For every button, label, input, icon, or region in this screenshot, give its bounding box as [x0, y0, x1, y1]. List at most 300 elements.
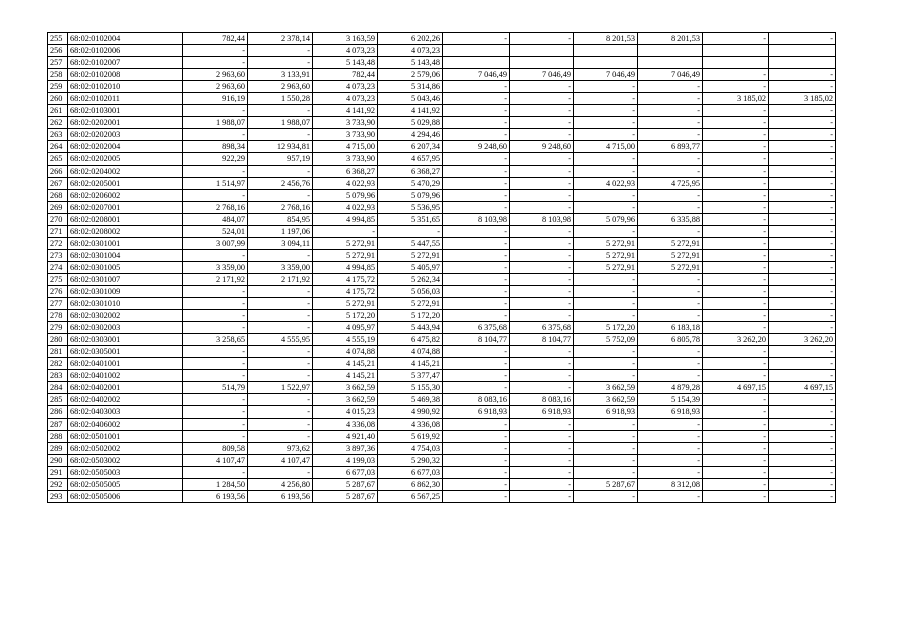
row-number-cell: 268 [48, 189, 68, 201]
table-row [48, 394, 836, 406]
value-cell: 4 107,47 [248, 454, 313, 466]
value-cell: 3 733,90 [313, 129, 378, 141]
value-cell: 3 662,59 [574, 382, 638, 394]
table-row [48, 201, 836, 213]
value-cell: 3 359,00 [248, 261, 313, 273]
cadastral-number-cell: 68:02:0406002 [68, 418, 183, 430]
value-cell: - [769, 165, 836, 177]
table-row [48, 273, 836, 285]
value-cell: 3 662,59 [313, 394, 378, 406]
value-cell: - [703, 261, 769, 273]
value-cell: - [574, 430, 638, 442]
value-cell: 3 258,65 [183, 334, 248, 346]
value-cell: - [183, 346, 248, 358]
row-number-cell: 293 [48, 490, 68, 502]
value-cell: 6 805,78 [638, 334, 703, 346]
value-cell: 5 272,91 [574, 261, 638, 273]
value-cell: 5 143,48 [378, 57, 443, 69]
value-cell: 7 046,49 [443, 69, 510, 81]
value-cell: 8 103,98 [510, 213, 574, 225]
value-cell: - [703, 346, 769, 358]
value-cell: - [574, 454, 638, 466]
value-cell: - [248, 322, 313, 334]
table-row [48, 237, 836, 249]
cadastral-number-cell: 68:02:0301005 [68, 261, 183, 273]
value-cell: 5 272,91 [638, 261, 703, 273]
value-cell: - [574, 310, 638, 322]
value-cell: - [510, 310, 574, 322]
value-cell: - [443, 117, 510, 129]
value-cell: 4 022,93 [574, 177, 638, 189]
cadastral-number-cell: 68:02:0102010 [68, 81, 183, 93]
value-cell: - [638, 273, 703, 285]
value-cell: 514,79 [183, 382, 248, 394]
value-cell: - [703, 430, 769, 442]
table-row [48, 382, 836, 394]
table-row [48, 249, 836, 261]
value-cell: 4 175,72 [313, 273, 378, 285]
cadastral-number-cell: 68:02:0503002 [68, 454, 183, 466]
table-row [48, 285, 836, 297]
row-number-cell: 262 [48, 117, 68, 129]
value-cell: - [248, 406, 313, 418]
value-cell: - [183, 310, 248, 322]
value-cell: - [769, 346, 836, 358]
value-cell: - [443, 225, 510, 237]
value-cell: - [248, 165, 313, 177]
value-cell: - [703, 298, 769, 310]
value-cell: - [574, 189, 638, 201]
row-number-cell: 255 [48, 33, 68, 45]
value-cell: 5 351,65 [378, 213, 443, 225]
cadastral-number-cell: 68:02:0202004 [68, 141, 183, 153]
value-cell: 5 287,67 [313, 478, 378, 490]
value-cell: 4 074,88 [313, 346, 378, 358]
value-cell: 8 104,77 [510, 334, 574, 346]
row-number-cell: 267 [48, 177, 68, 189]
value-cell: - [638, 201, 703, 213]
value-cell: - [769, 117, 836, 129]
row-number-cell: 280 [48, 334, 68, 346]
value-cell: - [248, 298, 313, 310]
value-cell: 6 918,93 [443, 406, 510, 418]
value-cell: - [378, 225, 443, 237]
value-cell: 2 456,76 [248, 177, 313, 189]
value-cell: - [769, 406, 836, 418]
value-cell: - [510, 81, 574, 93]
row-number-cell: 263 [48, 129, 68, 141]
value-cell: 4 725,95 [638, 177, 703, 189]
value-cell: - [703, 189, 769, 201]
value-cell: - [703, 406, 769, 418]
value-cell: 782,44 [183, 33, 248, 45]
value-cell: 5 056,03 [378, 285, 443, 297]
value-cell: - [638, 358, 703, 370]
value-cell: 4 697,15 [769, 382, 836, 394]
value-cell: - [248, 57, 313, 69]
value-cell: 5 272,91 [313, 249, 378, 261]
value-cell: 5 290,32 [378, 454, 443, 466]
table-row [48, 69, 836, 81]
value-cell: 1 988,07 [183, 117, 248, 129]
row-number-cell: 270 [48, 213, 68, 225]
value-cell: 6 368,27 [313, 165, 378, 177]
row-number-cell: 264 [48, 141, 68, 153]
value-cell: - [510, 478, 574, 490]
value-cell: - [769, 370, 836, 382]
value-cell: 5 377,47 [378, 370, 443, 382]
value-cell: - [443, 490, 510, 502]
data-table [47, 32, 836, 503]
row-number-cell: 259 [48, 81, 68, 93]
row-number-cell: 276 [48, 285, 68, 297]
value-cell: 854,95 [248, 213, 313, 225]
row-number-cell: 287 [48, 418, 68, 430]
value-cell: 4 141,92 [313, 105, 378, 117]
cadastral-number-cell: 68:02:0402002 [68, 394, 183, 406]
value-cell: 2 963,60 [248, 81, 313, 93]
cadastral-number-cell: 68:02:0505006 [68, 490, 183, 502]
value-cell: 3 359,00 [183, 261, 248, 273]
cadastral-number-cell: 68:02:0305001 [68, 346, 183, 358]
row-number-cell: 274 [48, 261, 68, 273]
value-cell: 3 163,59 [313, 33, 378, 45]
value-cell: - [443, 478, 510, 490]
table-row [48, 370, 836, 382]
value-cell: - [703, 358, 769, 370]
value-cell: - [769, 81, 836, 93]
value-cell: 5 752,09 [574, 334, 638, 346]
value-cell: - [443, 177, 510, 189]
table-row [48, 177, 836, 189]
value-cell: 809,58 [183, 442, 248, 454]
value-cell: 2 963,60 [183, 81, 248, 93]
value-cell: 3 897,36 [313, 442, 378, 454]
value-cell: - [574, 105, 638, 117]
value-cell: 4 336,08 [378, 418, 443, 430]
table-row [48, 322, 836, 334]
value-cell: - [248, 430, 313, 442]
value-cell: 5 272,91 [378, 249, 443, 261]
value-cell: - [769, 478, 836, 490]
value-cell [510, 57, 574, 69]
value-cell: 4 990,92 [378, 406, 443, 418]
value-cell: - [703, 237, 769, 249]
value-cell: 2 378,14 [248, 33, 313, 45]
value-cell: 3 007,99 [183, 237, 248, 249]
value-cell: - [183, 394, 248, 406]
row-number-cell: 285 [48, 394, 68, 406]
value-cell: - [574, 273, 638, 285]
value-cell: - [183, 165, 248, 177]
table-row [48, 213, 836, 225]
value-cell: - [638, 105, 703, 117]
value-cell: - [510, 33, 574, 45]
value-cell: - [510, 177, 574, 189]
table-row [48, 418, 836, 430]
table-row [48, 430, 836, 442]
cadastral-number-cell: 68:02:0207001 [68, 201, 183, 213]
row-number-cell: 266 [48, 165, 68, 177]
row-number-cell: 284 [48, 382, 68, 394]
value-cell: - [510, 153, 574, 165]
table-row [48, 93, 836, 105]
value-cell: 3 262,20 [769, 334, 836, 346]
table-row [48, 33, 836, 45]
value-cell: 6 677,03 [313, 466, 378, 478]
row-number-cell: 283 [48, 370, 68, 382]
value-cell: - [703, 213, 769, 225]
value-cell: - [510, 93, 574, 105]
table-row [48, 490, 836, 502]
value-cell: - [638, 298, 703, 310]
value-cell: 3 262,20 [703, 334, 769, 346]
value-cell: - [769, 310, 836, 322]
value-cell: - [769, 418, 836, 430]
value-cell: 6 183,18 [638, 322, 703, 334]
value-cell: 4 073,23 [378, 45, 443, 57]
cadastral-number-cell: 68:02:0102006 [68, 45, 183, 57]
row-number-cell: 290 [48, 454, 68, 466]
value-cell: - [769, 33, 836, 45]
cadastral-number-cell: 68:02:0208002 [68, 225, 183, 237]
value-cell: - [703, 165, 769, 177]
value-cell: 1 197,06 [248, 225, 313, 237]
cadastral-number-cell: 68:02:0202001 [68, 117, 183, 129]
value-cell: 5 029,88 [378, 117, 443, 129]
value-cell: - [574, 93, 638, 105]
value-cell: - [183, 57, 248, 69]
value-cell: - [638, 285, 703, 297]
value-cell: 6 193,56 [248, 490, 313, 502]
cadastral-number-cell: 68:02:0204002 [68, 165, 183, 177]
value-cell: - [183, 45, 248, 57]
row-number-cell: 292 [48, 478, 68, 490]
value-cell: - [183, 105, 248, 117]
cadastral-number-cell: 68:02:0401001 [68, 358, 183, 370]
table-row [48, 358, 836, 370]
value-cell: - [638, 346, 703, 358]
value-cell: - [248, 45, 313, 57]
value-cell: - [183, 466, 248, 478]
value-cell: - [703, 418, 769, 430]
value-cell: - [248, 466, 313, 478]
value-cell: - [443, 153, 510, 165]
value-cell: 3 662,59 [574, 394, 638, 406]
value-cell: - [510, 454, 574, 466]
value-cell: - [183, 322, 248, 334]
value-cell: - [510, 346, 574, 358]
value-cell: 6 567,25 [378, 490, 443, 502]
value-cell: 4 921,40 [313, 430, 378, 442]
row-number-cell: 275 [48, 273, 68, 285]
row-number-cell: 272 [48, 237, 68, 249]
cadastral-number-cell: 68:02:0202005 [68, 153, 183, 165]
row-number-cell: 265 [48, 153, 68, 165]
table-row [48, 442, 836, 454]
value-cell: 5 405,97 [378, 261, 443, 273]
value-cell: - [248, 129, 313, 141]
cadastral-number-cell: 68:02:0202003 [68, 129, 183, 141]
value-cell: - [769, 105, 836, 117]
table-row [48, 466, 836, 478]
value-cell: 5 619,92 [378, 430, 443, 442]
value-cell: - [510, 105, 574, 117]
value-cell: - [248, 249, 313, 261]
value-cell: - [638, 129, 703, 141]
value-cell: - [443, 346, 510, 358]
value-cell: 3 133,91 [248, 69, 313, 81]
value-cell: - [443, 370, 510, 382]
cadastral-number-cell: 68:02:0206002 [68, 189, 183, 201]
row-number-cell: 286 [48, 406, 68, 418]
cadastral-number-cell: 68:02:0502002 [68, 442, 183, 454]
value-cell: 3 185,02 [769, 93, 836, 105]
value-cell: - [638, 81, 703, 93]
value-cell: - [703, 117, 769, 129]
table-row [48, 57, 836, 69]
value-cell: 7 046,49 [510, 69, 574, 81]
value-cell: 4 015,23 [313, 406, 378, 418]
value-cell: 5 272,91 [638, 249, 703, 261]
value-cell: - [574, 225, 638, 237]
row-number-cell: 256 [48, 45, 68, 57]
value-cell: - [769, 129, 836, 141]
value-cell: - [510, 358, 574, 370]
value-cell: - [248, 394, 313, 406]
value-cell: - [574, 442, 638, 454]
value-cell: - [769, 225, 836, 237]
value-cell: - [574, 201, 638, 213]
value-cell: - [443, 165, 510, 177]
row-number-cell: 258 [48, 69, 68, 81]
cadastral-number-cell: 68:02:0505005 [68, 478, 183, 490]
value-cell: - [638, 165, 703, 177]
value-cell: - [769, 153, 836, 165]
value-cell: - [703, 141, 769, 153]
value-cell: 4 199,03 [313, 454, 378, 466]
value-cell: - [443, 298, 510, 310]
row-number-cell: 260 [48, 93, 68, 105]
value-cell: 4 697,15 [703, 382, 769, 394]
value-cell: - [703, 322, 769, 334]
value-cell: 4 073,23 [313, 93, 378, 105]
table-row [48, 225, 836, 237]
value-cell: - [183, 358, 248, 370]
value-cell: - [574, 165, 638, 177]
value-cell: - [443, 285, 510, 297]
value-cell: - [703, 177, 769, 189]
table-row [48, 454, 836, 466]
cadastral-number-cell: 68:02:0303001 [68, 334, 183, 346]
row-number-cell: 269 [48, 201, 68, 213]
value-cell: 4 022,93 [313, 201, 378, 213]
value-cell: 4 175,72 [313, 285, 378, 297]
value-cell: - [183, 430, 248, 442]
value-cell: - [510, 261, 574, 273]
cadastral-number-cell: 68:02:0402001 [68, 382, 183, 394]
value-cell: - [703, 105, 769, 117]
value-cell: - [638, 454, 703, 466]
value-cell: 4 555,19 [313, 334, 378, 346]
value-cell: 6 375,68 [510, 322, 574, 334]
value-cell: - [510, 418, 574, 430]
value-cell: 8 104,77 [443, 334, 510, 346]
table-row [48, 406, 836, 418]
value-cell: 3 094,11 [248, 237, 313, 249]
value-cell: - [574, 153, 638, 165]
value-cell: - [443, 201, 510, 213]
value-cell: - [769, 273, 836, 285]
value-cell: 2 171,92 [183, 273, 248, 285]
table-row [48, 310, 836, 322]
value-cell: - [443, 81, 510, 93]
value-cell [703, 57, 769, 69]
value-cell: 3 733,90 [313, 117, 378, 129]
value-cell: 4 715,00 [574, 141, 638, 153]
value-cell: - [703, 478, 769, 490]
value-cell: - [443, 273, 510, 285]
value-cell: 8 083,16 [510, 394, 574, 406]
value-cell: 5 536,95 [378, 201, 443, 213]
table-row [48, 298, 836, 310]
value-cell [769, 57, 836, 69]
value-cell: - [703, 273, 769, 285]
value-cell: - [769, 466, 836, 478]
value-cell: - [313, 225, 378, 237]
value-cell: - [703, 454, 769, 466]
value-cell: 916,19 [183, 93, 248, 105]
value-cell: 4 555,95 [248, 334, 313, 346]
value-cell [443, 57, 510, 69]
value-cell: - [769, 201, 836, 213]
value-cell: 5 172,20 [378, 310, 443, 322]
value-cell: - [510, 237, 574, 249]
value-cell: - [248, 105, 313, 117]
value-cell: - [443, 129, 510, 141]
value-cell: 6 193,56 [183, 490, 248, 502]
value-cell: 6 918,93 [510, 406, 574, 418]
value-cell: 4 141,92 [378, 105, 443, 117]
cadastral-number-cell: 68:02:0302003 [68, 322, 183, 334]
value-cell: - [183, 249, 248, 261]
value-cell: - [769, 249, 836, 261]
value-cell: - [510, 285, 574, 297]
value-cell [638, 57, 703, 69]
value-cell: 6 893,77 [638, 141, 703, 153]
value-cell: 4 095,97 [313, 322, 378, 334]
value-cell: - [769, 442, 836, 454]
value-cell: 5 262,34 [378, 273, 443, 285]
value-cell: 12 934,81 [248, 141, 313, 153]
value-cell: - [183, 285, 248, 297]
value-cell: - [443, 466, 510, 478]
cadastral-number-cell: 68:02:0102011 [68, 93, 183, 105]
value-cell: - [574, 129, 638, 141]
value-cell: - [443, 189, 510, 201]
value-cell: - [443, 310, 510, 322]
value-cell: - [443, 237, 510, 249]
row-number-cell: 273 [48, 249, 68, 261]
value-cell: 1 988,07 [248, 117, 313, 129]
row-number-cell: 289 [48, 442, 68, 454]
value-cell: - [443, 442, 510, 454]
value-cell: 922,29 [183, 153, 248, 165]
value-cell: - [703, 153, 769, 165]
value-cell: 8 201,53 [574, 33, 638, 45]
cadastral-number-cell: 68:02:0501001 [68, 430, 183, 442]
table-row [48, 105, 836, 117]
